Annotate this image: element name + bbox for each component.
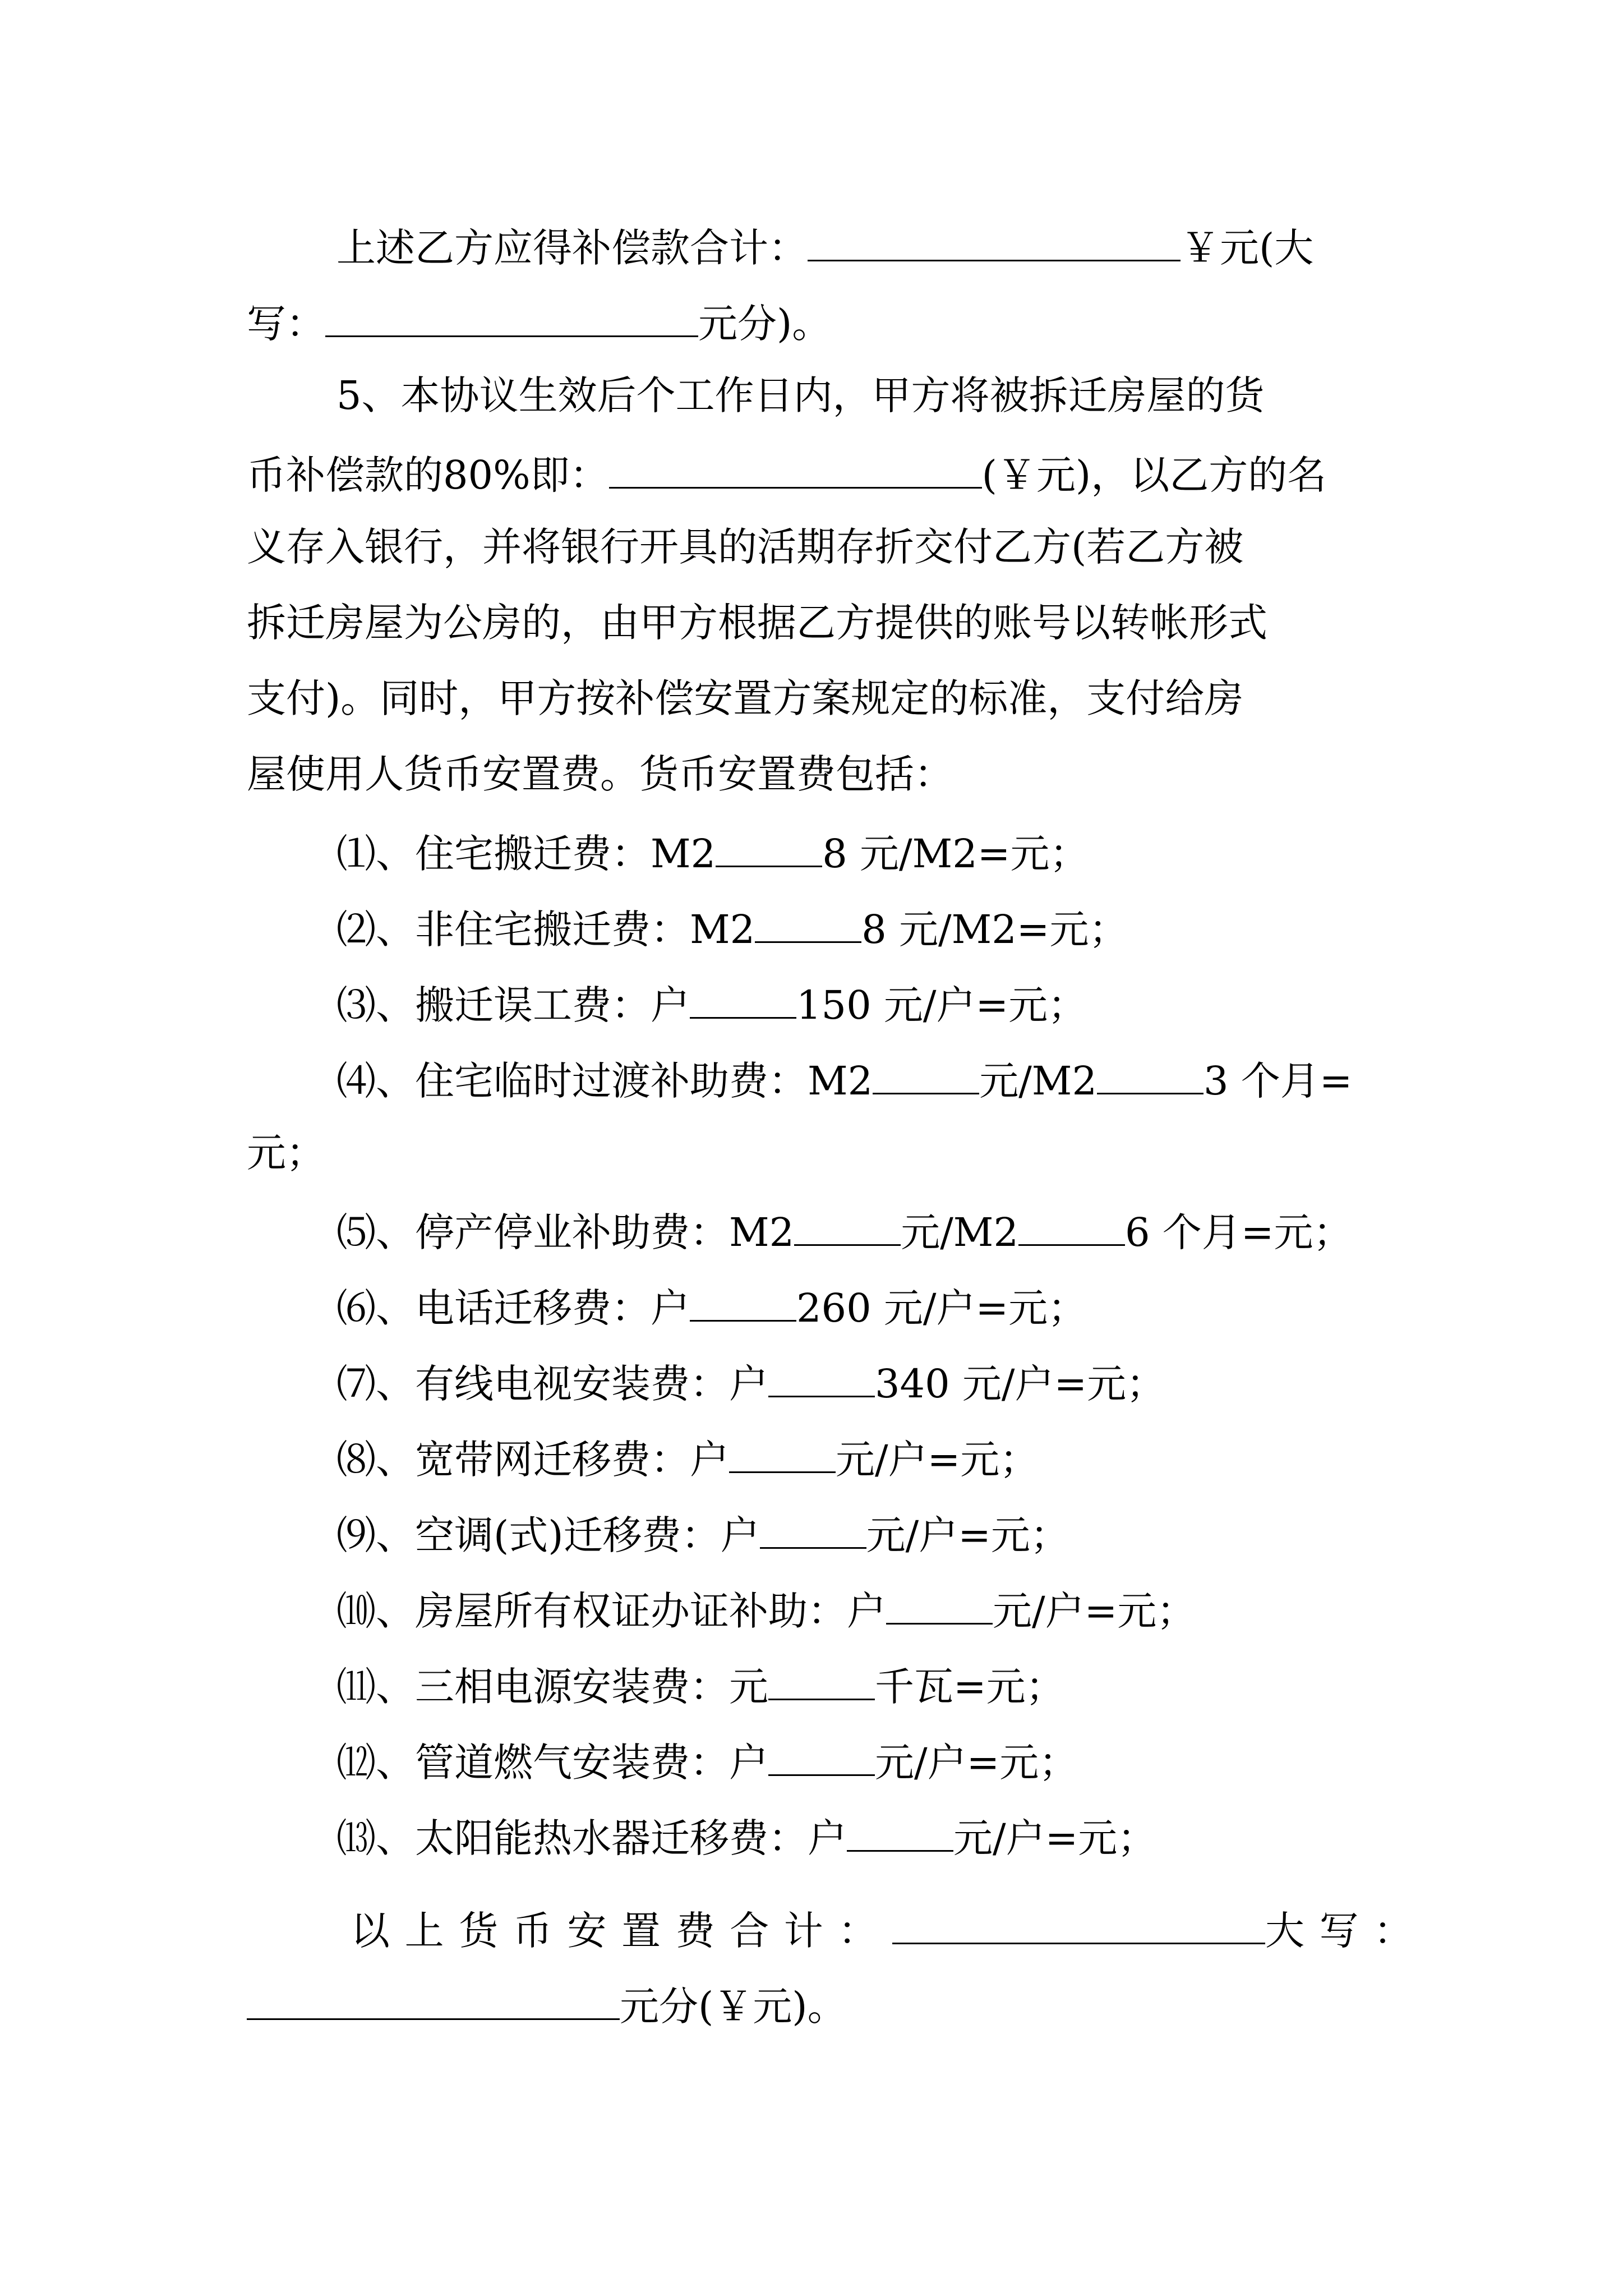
item-12-rate: 元/户=元；	[875, 1740, 1078, 1786]
item-3-blank[interactable]	[690, 982, 796, 1019]
item-13	[336, 1815, 1157, 1861]
item-3-rate: 150 元/户=元；	[796, 982, 1087, 1028]
item-5-rate: 元/M2	[901, 1209, 1019, 1255]
item-4-blank-2[interactable]	[1097, 1057, 1204, 1094]
item-13-rate: 元/户=元；	[953, 1815, 1157, 1861]
item-6	[336, 1285, 1087, 1331]
summary-unit: 元分(￥元)。	[620, 1984, 847, 2030]
item-8-label: ⑻、宽带网迁移费：户	[336, 1437, 729, 1483]
item-12-label: ⑿、管道燃气安装费：户	[336, 1740, 768, 1786]
item-10-label: ⑽、房屋所有权证办证补助：户	[336, 1588, 886, 1634]
item-7	[336, 1360, 1166, 1407]
item-2-blank[interactable]	[755, 906, 861, 943]
item-2-rate: 8 元/M2=元；	[861, 907, 1128, 953]
item-12-blank[interactable]	[768, 1739, 875, 1776]
para5-line-5: 支付)。同时，甲方按补偿安置方案规定的标准，支付给房	[247, 675, 1244, 721]
item-2-label: ⑵、非住宅搬迁费：M2	[336, 907, 755, 953]
total-capital-label: 写：	[247, 301, 325, 347]
summary-capital-blank[interactable]	[247, 1983, 620, 2020]
item-3	[336, 982, 1087, 1028]
para5-line-1: 5、本协议生效后个工作日内，甲方将被拆迁房屋的货	[336, 372, 1265, 418]
total-line-1	[336, 224, 1314, 271]
para5-line-4: 拆迁房屋为公房的，由甲方根据乙方提供的账号以转帐形式	[247, 600, 1267, 646]
item-5-blank-2[interactable]	[1018, 1209, 1125, 1246]
item-13-blank[interactable]	[847, 1815, 953, 1852]
para5-line-2-suffix: (￥元)，以乙方的名	[981, 452, 1327, 498]
item-10-blank[interactable]	[886, 1588, 993, 1625]
item-6-blank[interactable]	[690, 1285, 796, 1322]
item-10-rate: 元/户=元；	[993, 1588, 1196, 1634]
total-line-2	[247, 300, 832, 347]
item-9-rate: 元/户=元；	[866, 1512, 1069, 1558]
para5-line-6: 屋使用人货币安置费。货币安置费包括：	[247, 751, 953, 797]
item-11-rate: 千瓦=元；	[875, 1664, 1065, 1710]
total-capital-unit: 元分)。	[698, 301, 832, 347]
item-12	[336, 1739, 1078, 1786]
item-4-label: ⑷、住宅临时过渡补助费：M2	[336, 1058, 873, 1104]
para5-line-2	[247, 452, 1327, 498]
item-3-label: ⑶、搬迁误工费：户	[336, 982, 690, 1028]
item-4-months: 3 个月=	[1204, 1058, 1353, 1104]
item-5-blank-1[interactable]	[794, 1209, 901, 1246]
item-1-rate: 8 元/M2=元；	[822, 831, 1089, 877]
item-6-label: ⑹、电话迁移费：户	[336, 1285, 690, 1331]
summary-label: 以上货币安置费合计：	[351, 1908, 892, 1954]
para5-line-3: 义存入银行，并将银行开具的活期存折交付乙方(若乙方被	[247, 524, 1244, 570]
item-5	[336, 1209, 1353, 1255]
item-1	[336, 830, 1089, 877]
item-11-label: ⑾、三相电源安装费：元	[336, 1664, 768, 1710]
total-capital-blank[interactable]	[325, 300, 698, 337]
item-6-rate: 260 元/户=元；	[796, 1285, 1087, 1331]
total-unit: ￥元(大	[1181, 225, 1314, 271]
summary-line-2	[247, 1983, 847, 2030]
item-5-months: 6 个月=元；	[1125, 1209, 1353, 1255]
item-1-blank[interactable]	[716, 830, 822, 867]
total-amount-blank[interactable]	[808, 224, 1181, 261]
item-4-rate: 元/M2	[979, 1058, 1098, 1104]
item-10	[336, 1588, 1196, 1634]
item-2	[336, 906, 1128, 953]
item-1-label: ⑴、住宅搬迁费：M2	[336, 831, 716, 877]
item-5-label: ⑸、停产停业补助费：M2	[336, 1209, 795, 1255]
item-8	[336, 1436, 1039, 1483]
item-11-blank[interactable]	[768, 1663, 875, 1700]
total-label: 上述乙方应得补偿款合计：	[336, 225, 808, 271]
item-9-label: ⑼、空调(式)迁移费：户	[336, 1512, 760, 1558]
item-9	[336, 1512, 1069, 1558]
item-4	[336, 1057, 1353, 1104]
item-13-label: ⒀、太阳能热水器迁移费：户	[336, 1815, 847, 1861]
item-11	[336, 1663, 1065, 1710]
item-4-blank-1[interactable]	[873, 1057, 979, 1094]
item-8-blank[interactable]	[729, 1436, 836, 1473]
para5-line-2-prefix: 币补偿款的80%即：	[247, 452, 609, 498]
item-7-blank[interactable]	[768, 1360, 875, 1397]
summary-amount-blank[interactable]	[892, 1907, 1265, 1944]
summary-line-1	[351, 1907, 1428, 1954]
item-7-label: ⑺、有线电视安装费：户	[336, 1361, 768, 1407]
item-4-continuation: 元；	[247, 1130, 325, 1176]
para5-amount-blank[interactable]	[609, 452, 982, 489]
summary-capital-label: 大写：	[1265, 1908, 1428, 1954]
item-8-rate: 元/户=元；	[836, 1437, 1039, 1483]
item-7-rate: 340 元/户=元；	[875, 1361, 1166, 1407]
item-9-blank[interactable]	[760, 1512, 866, 1549]
